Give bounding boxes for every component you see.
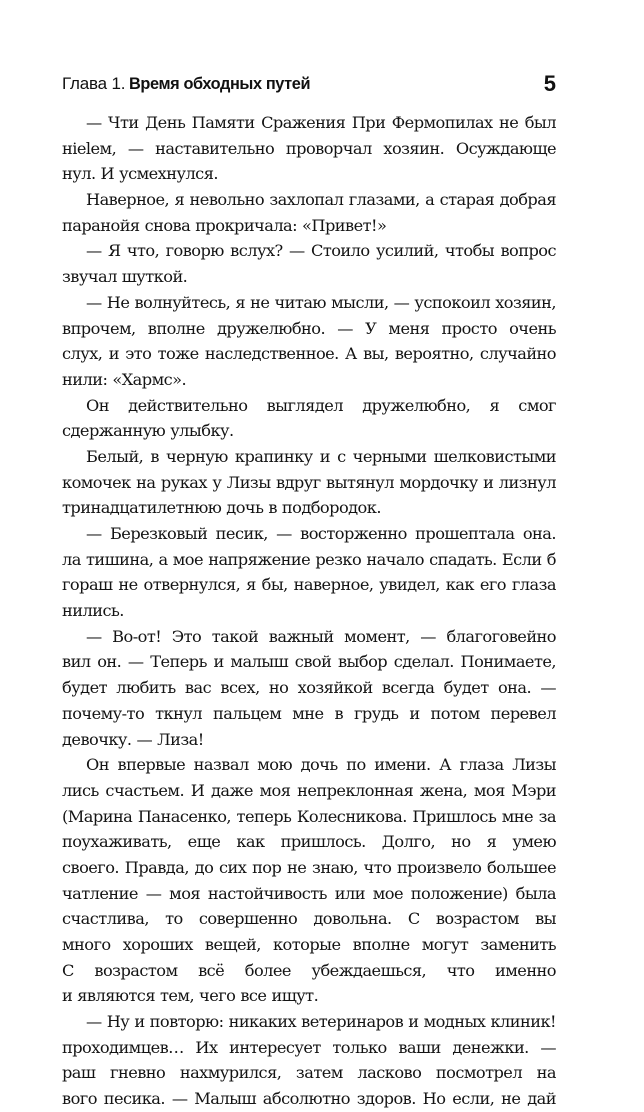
text-line: С возрастом всё более убеждаешься, что именно: [62, 960, 556, 980]
text-line: (Марина Панасенко, теперь Колесникова. Пришлось мне за: [62, 806, 556, 826]
text-line: нили: «Хармс».: [62, 369, 187, 389]
text-line: сдержанную улыбку.: [62, 421, 234, 441]
text-line: много хороших вещей, которые вполне могут заменить: [62, 935, 556, 954]
text-line: Он действительно выглядел дружелюбно, я смог: [86, 395, 556, 415]
text-line: и являются тем, чего все ищут.: [62, 986, 319, 1006]
text-line: комочек на руках у Лизы вдруг вытянул мордочку и лизнул: [62, 472, 556, 492]
text-line: — Березковый песик, — восторженно прошептала она.: [86, 524, 556, 543]
body-text: [62, 110, 556, 1112]
text-line: впрочем, вполне дружелюбно. — У меня просто очень: [62, 318, 556, 338]
text-line: — Я что, говорю вслух? — Стоило усилий, чтобы вопрос: [86, 241, 556, 261]
text-line: гораш не отвернулся, я бы, наверное, увидел, как его глаза: [62, 575, 556, 595]
text-line: девочку. — Лиза!: [62, 729, 204, 749]
text-line: счастлива, то совершенно довольна. С возрастом вы: [62, 909, 556, 929]
text-line: нул. И усмехнулся.: [62, 164, 218, 184]
text-line: лись счастьем. И даже моя непреклонная жена, моя Мэри: [62, 780, 556, 800]
text-line: — Чти День Памяти Сражения При Фермопилах не был: [86, 113, 556, 132]
text-line: слух, и это тоже наследственное. А вы, вероятно, случайно: [62, 344, 556, 364]
text-line: — Ну и повторю: никаких ветеринаров и модных клиник!: [86, 1012, 556, 1032]
page-number: 5: [543, 71, 556, 96]
text-line: ла тишина, а мое напряжение резко начало спадать. Если б: [62, 549, 556, 569]
text-line: — Не волнуйтесь, я не читаю мысли, — успокоил хозяин,: [86, 292, 556, 312]
text-line: поухаживать, еще как пришлось. Долго, но я умею: [62, 832, 556, 852]
text-line: проходимцев… Их интересует только ваши денежки. —: [62, 1037, 556, 1057]
text-line: вого песика. — Малыш абсолютно здоров. Но если, не дай: [62, 1089, 556, 1109]
text-line: будет любить вас всех, но хозяйкой всегда будет она. —: [62, 678, 556, 698]
text-line: нились.: [62, 601, 124, 621]
text-line: нielем, — наставительно проворчал хозяин. Осуждающе: [62, 138, 556, 158]
chapter-prefix: Глава 1.: [62, 74, 126, 93]
text-line: Белый, в черную крапинку и с черными шелковистыми: [86, 446, 556, 466]
text-line: звучал шуткой.: [62, 267, 188, 287]
text-line: тринадцатилетнюю дочь в подбородок.: [62, 498, 381, 518]
text-line: — Во-от! Это такой важный момент, — благоговейно: [86, 626, 556, 646]
text-line: раш гневно нахмурился, затем ласково посмотрел на: [62, 1063, 556, 1083]
chapter-title: Время обходных путей: [129, 74, 311, 93]
text-line: чатление — моя настойчивость или мое положение) была: [62, 883, 556, 903]
text-line: вил он. — Теперь и малыш свой выбор сделал. Понимаете,: [62, 652, 556, 672]
text-line: паранойя снова прокричала: «Привет!»: [62, 215, 387, 235]
text-line: своего. Правда, до сих пор не знаю, что произвело большее: [62, 857, 556, 877]
text-line: Наверное, я невольно захлопал глазами, а старая добрая: [86, 190, 556, 210]
running-head: [62, 66, 556, 102]
text-line: почему-то ткнул пальцем мне в грудь и потом перевел: [62, 703, 556, 723]
text-line: Он впервые назвал мою дочь по имени. А глаза Лизы: [86, 755, 556, 775]
